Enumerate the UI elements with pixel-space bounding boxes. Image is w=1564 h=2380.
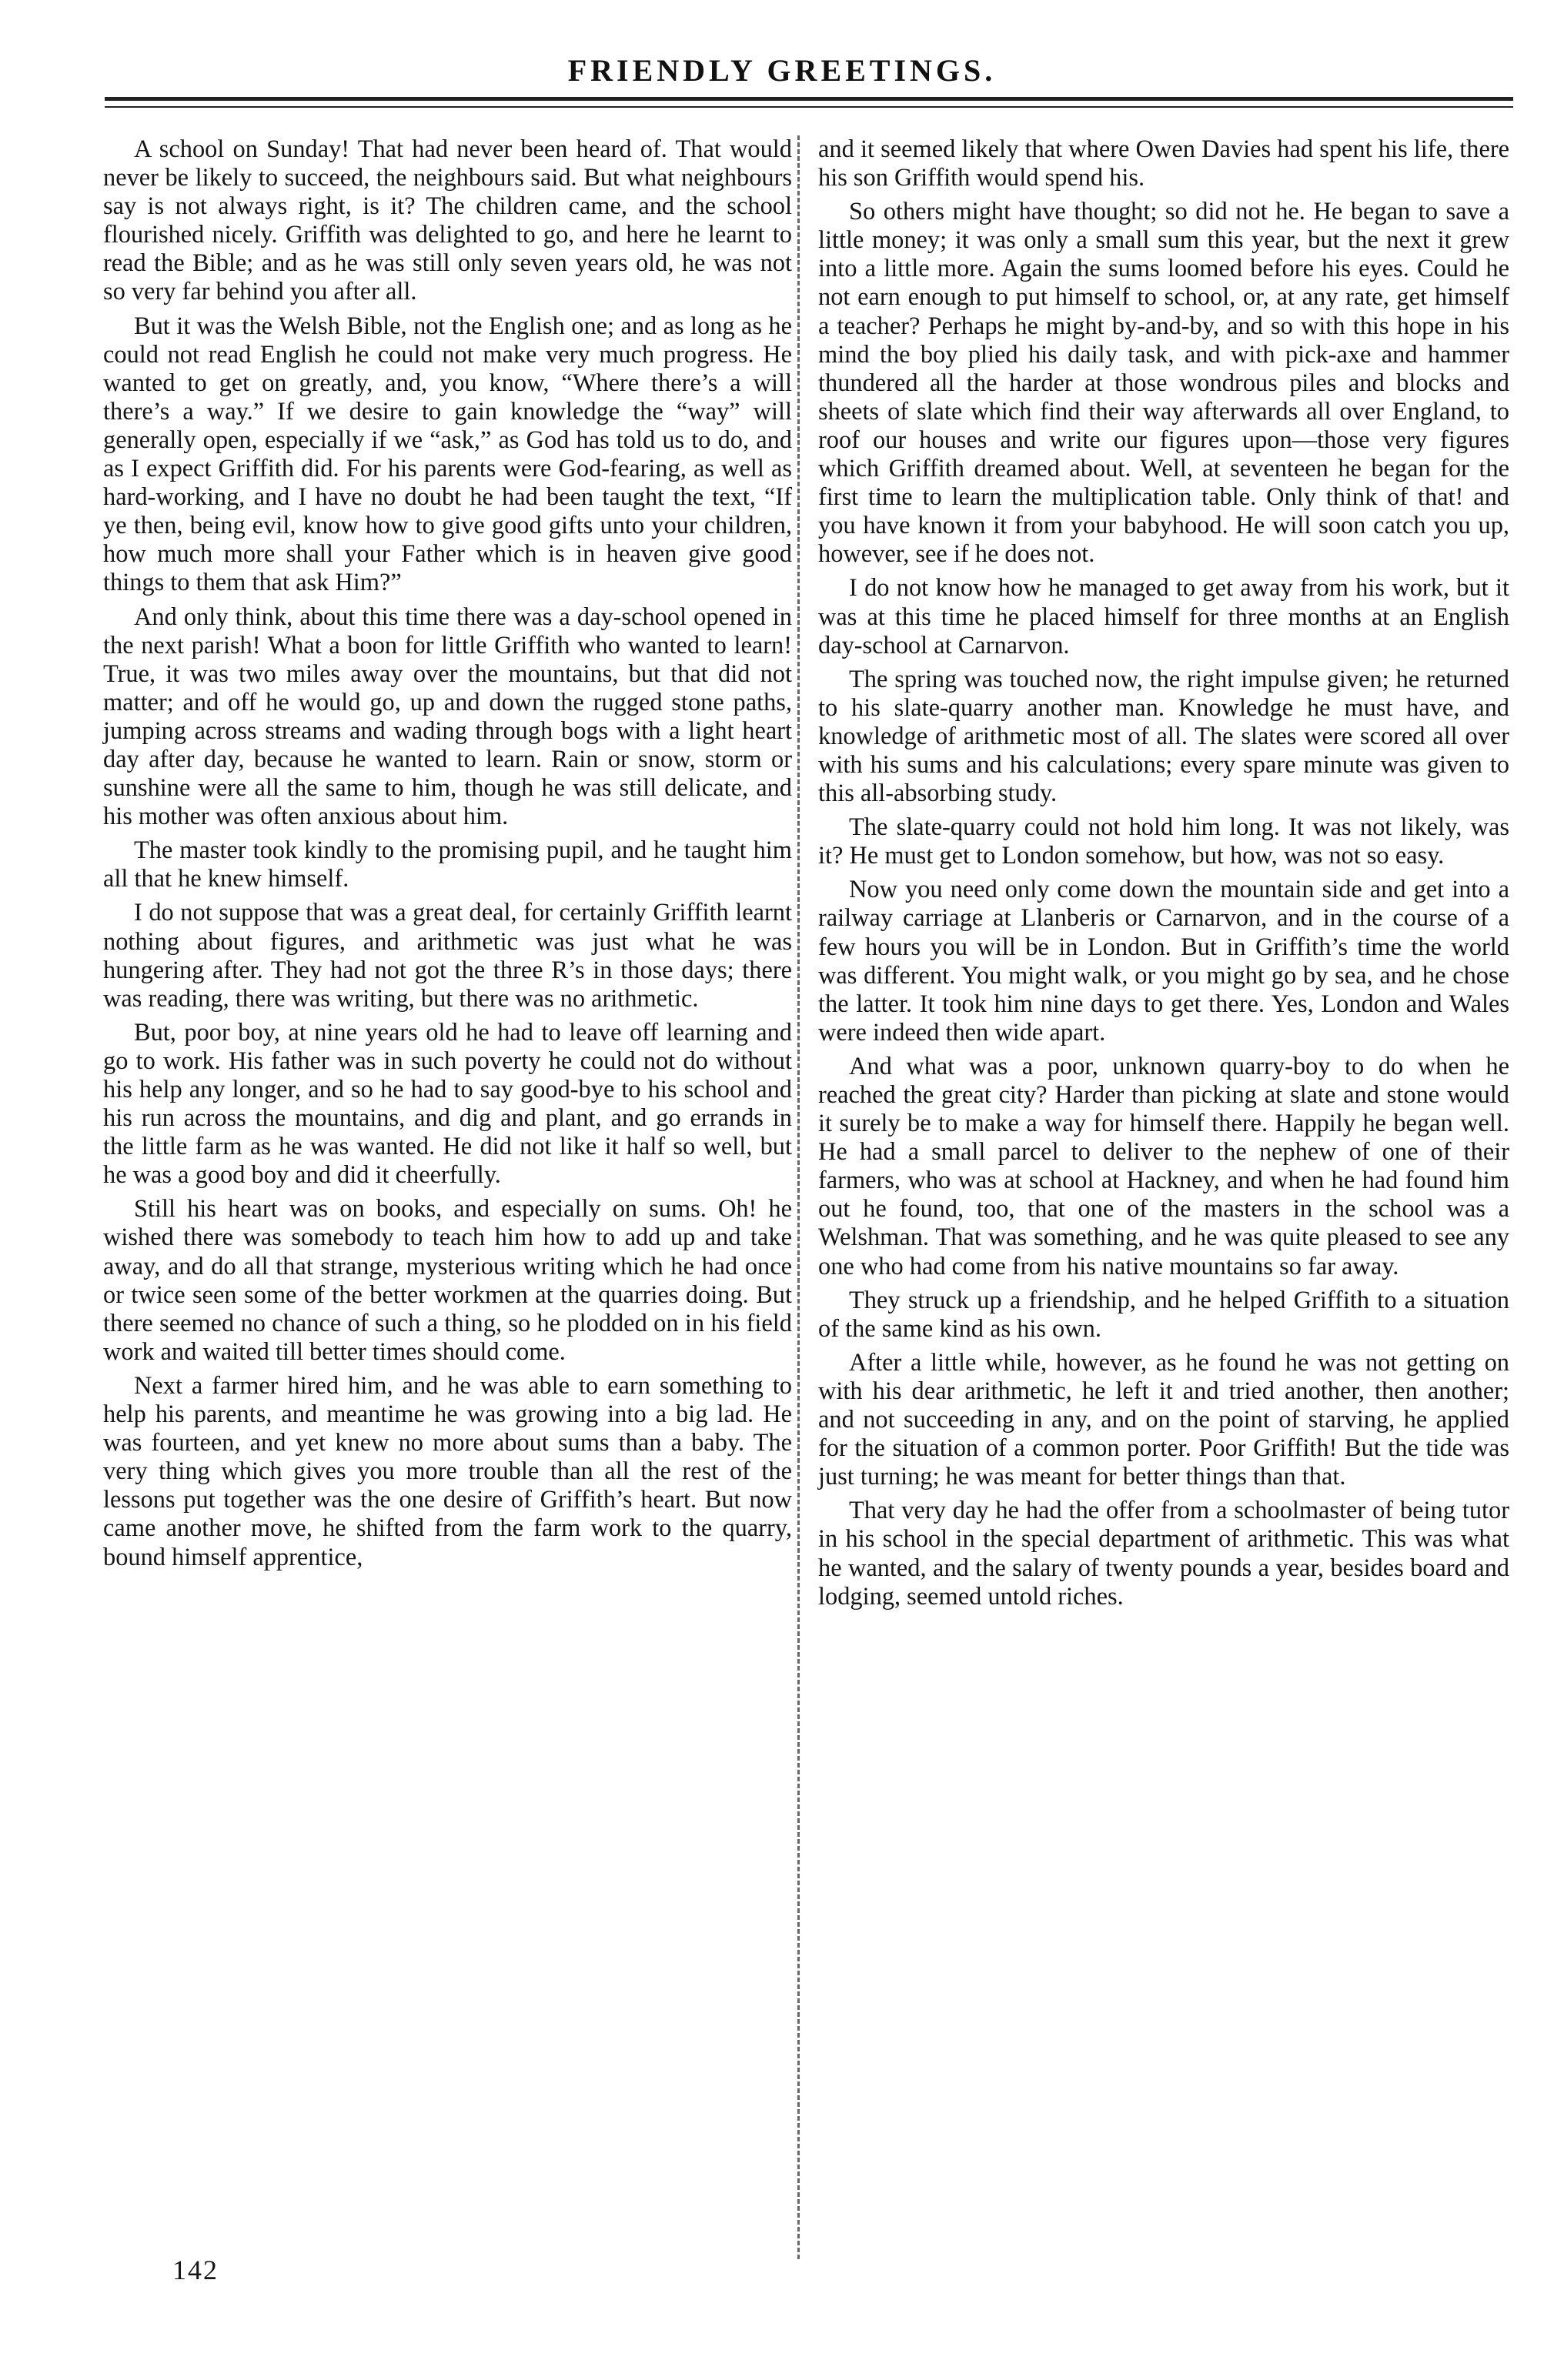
right-column — [818, 135, 1509, 1617]
paragraph: So others might have thought; so did not he. He began to save a little money; it was only a small sum this year, but the next it grew into a little more. Again the sums loomed before his eyes. Could he not earn enough to put himself to school, or, at any rate, get himself a teacher? Perhaps he might by-and-by, and so with this hope in his mind the boy plied his daily task, and with pick-axe and hammer thundered all the harder at those wondrous piles and blocks and sheets of slate which find their way afterwards all over England, to roof our houses and write our figures upon—those very figures which Griffith dreamed about. Well, at seventeen he began for the first time to learn the multiplication table. Only think of that! and you have known it from your babyhood. He will soon catch you up, however, see if he does not. — [818, 198, 1509, 569]
paragraph: Now you need only come down the mountain side and get into a railway carriage at Llanberis or Carnarvon, and in the course of a few hours you will be in London. But in Griffith’s time the world was different. You might walk, or you might go by sea, and he chose the latter. It took him nine days to get there. Yes, London and Wales were indeed then wide apart. — [818, 876, 1509, 1046]
paragraph: But it was the Welsh Bible, not the English one; and as long as he could not read English he could not make very much progress. He wanted to get on greatly, and, you know, “Where there’s a will there’s a way.” If we desire to gain knowledge the “way” will generally open, especially if we “ask,” as God has told us to do, and as I expect Griffith did. For his parents were God-fearing, as well as hard-working, and I have no doubt he had been taught the text, “If ye then, being evil, know how to give good gifts unto your children, how much more shall your Father which is in heaven give good things to them that ask Him?” — [103, 312, 792, 597]
running-title: FRIENDLY GREETINGS. — [567, 53, 997, 88]
paragraph: The master took kindly to the promising pupil, and he taught him all that he knew himself. — [103, 836, 792, 893]
paragraph: The slate-quarry could not hold him long. It was not likely, was it? He must get to London somehow, but how, was not so easy. — [818, 813, 1509, 870]
paragraph: Still his heart was on books, and especially on sums. Oh! he wished there was somebody to teach him how to add up and take away, and do all that strange, mysterious writing which he had once or twice seen some of the better workmen at the quarries doing. But there seemed no chance of such a thing, so he plodded on in his field work and waited till better times should come. — [103, 1195, 792, 1366]
paragraph: And only think, about this time there was a day-school opened in the next parish! What a boon for little Griffith who wanted to learn! True, it was two miles away over the mountains, but that did not matter; and off he would go, up and down the rugged stone paths, jumping across streams and wading through bogs with a light heart day after day, because he wanted to learn. Rain or snow, storm or sunshine were all the same to him, though he was still delicate, and his mother was often anxious about him. — [103, 603, 792, 831]
column-divider — [797, 135, 800, 2259]
paragraph: Next a farmer hired him, and he was able to earn something to help his parents, and meantime he was growing into a big lad. He was fourteen, and yet knew no more about sums than a baby. The very thing which gives you more trouble than all the rest of the lessons put together was the one desire of Griffith’s heart. But now came another move, he shifted from the farm work to the quarry, bound himself apprentice, — [103, 1371, 792, 1571]
paragraph: I do not suppose that was a great deal, for certainly Griffith learnt nothing about figures, and arithmetic was just what he was hungering after. They had not got the three R’s in those days; there was reading, there was writing, but there was no arithmetic. — [103, 899, 792, 1013]
paragraph: I do not know how he managed to get away from his work, but it was at this time he placed himself for three months at an English day-school at Carnarvon. — [818, 574, 1509, 659]
left-column — [103, 135, 792, 1577]
paragraph: They struck up a friendship, and he helped Griffith to a situation of the same kind as his own. — [818, 1286, 1509, 1343]
header-rule-thin — [105, 106, 1513, 108]
paragraph: That very day he had the offer from a schoolmaster of being tutor in his school in the special department of arithmetic. This was what he wanted, and the salary of twenty pounds a year, besides board and lodging, seemed untold riches. — [818, 1497, 1509, 1611]
header-rule-thick — [105, 97, 1513, 101]
paragraph: The spring was touched now, the right impulse given; he returned to his slate-quarry another man. Knowledge he must have, and knowledge of arithmetic most of all. The slates were scored all over with his sums and his calculations; every spare minute was given to this all-absorbing study. — [818, 665, 1509, 808]
paragraph: After a little while, however, as he found he was not getting on with his dear arithmetic, he left it and tried another, then another; and not succeeding in any, and on the point of starving, he applied for the situation of a common porter. Poor Griffith! But the tide was just turning; he was meant for better things than that. — [818, 1348, 1509, 1491]
page-number: 142 — [172, 2255, 219, 2285]
paragraph: A school on Sunday! That had never been heard of. That would never be likely to succeed, the neighbours said. But what neighbours say is not always right, is it? The children came, and the school flourished nicely. Griffith was delighted to go, and here he learnt to read the Bible; and as he was still only seven years old, he was not so very far behind you after all. — [103, 135, 792, 306]
paragraph: And what was a poor, unknown quarry-boy to do when he reached the great city? Harder than picking at slate and stone would it surely be to make a way for himself there. Happily he began well. He had a small parcel to deliver to the nephew of one of their farmers, who was at school at Hackney, and when he had found him out he found, too, that one of the masters in the school was a Welshman. That was something, and he was quite pleased to see any one who had come from his native mountains so far away. — [818, 1052, 1509, 1280]
paragraph: But, poor boy, at nine years old he had to leave off learning and go to work. His father was in such poverty he could not do without his help any longer, and so he had to say good-bye to his school and his run across the mountains, and dig and plant, and go errands in the little farm as he was wanted. He did not like it half so well, but he was a good boy and did it cheerfully. — [103, 1018, 792, 1190]
paragraph: and it seemed likely that where Owen Davies had spent his life, there his son Griffith would spend his. — [818, 135, 1509, 192]
